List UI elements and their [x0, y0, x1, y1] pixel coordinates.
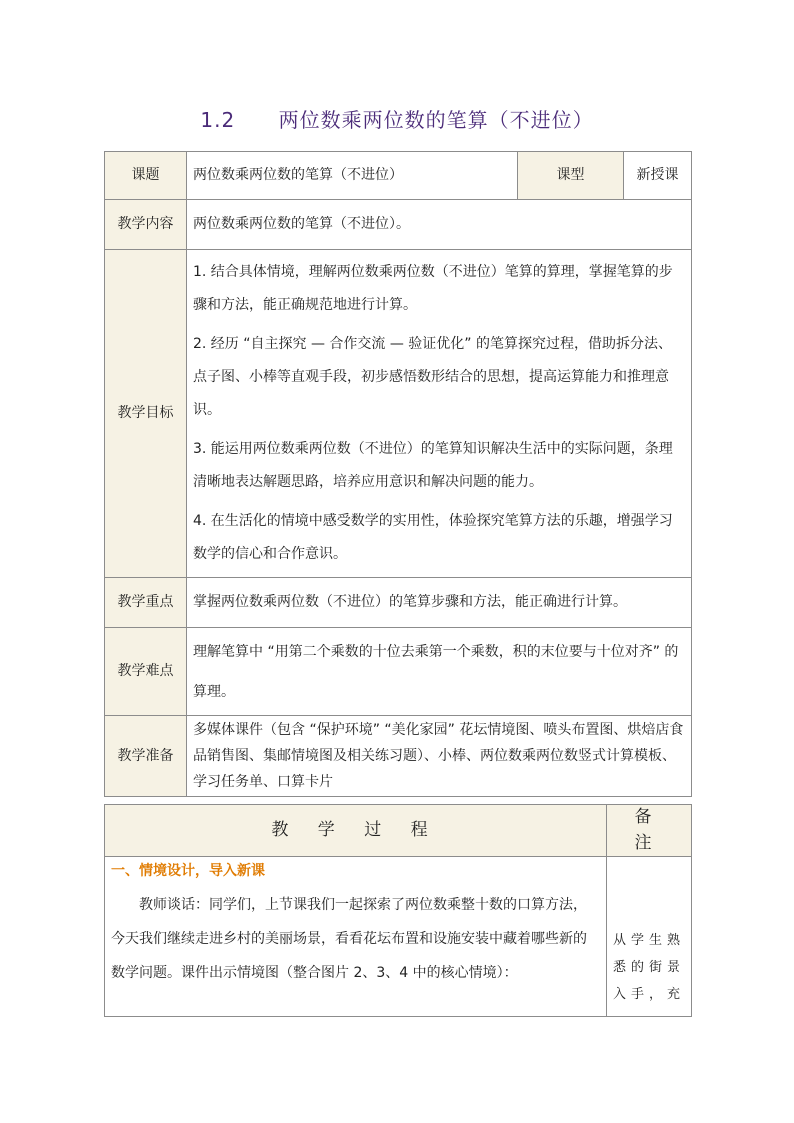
content-value: 两位数乘两位数的笔算（不进位）。	[187, 200, 692, 250]
row-key	[105, 578, 692, 628]
title-text: 两位数乘两位数的笔算（不进位）	[278, 108, 594, 132]
process-header-row	[105, 805, 692, 857]
note-cell: 从学生熟悉的街景入手，充	[607, 857, 692, 1017]
page-title	[0, 104, 794, 133]
goal-item: 4. 在生活化的情境中感受数学的实用性，体验探究笔算方法的乐趣，增强学习数学的信心和合作意识。	[193, 513, 673, 562]
topic-value: 两位数乘两位数的笔算（不进位）	[187, 152, 518, 200]
goals-label: 教学目标	[105, 250, 187, 578]
content-label: 教学内容	[105, 200, 187, 250]
goal-item: 2. 经历 “自主探究 — 合作交流 — 验证优化” 的笔算探究过程，借助拆分法、点子图、小棒等直观手段，初步感悟数形结合的思想，提高运算能力和推理意识。	[193, 336, 673, 418]
section-number: 1.2	[200, 108, 236, 132]
row-prep	[105, 716, 692, 797]
process-body-row	[105, 857, 692, 1017]
row-difficulty	[105, 628, 692, 716]
lesson-info-table	[104, 151, 692, 797]
row-content	[105, 200, 692, 250]
goal-item: 1. 结合具体情境，理解两位数乘两位数（不进位）笔算的算理，掌握笔算的步骤和方法，能正确规范地进行计算。	[193, 264, 673, 313]
section-paragraph: 教师谈话：同学们，上节课我们一起探索了两位数乘整十数的口算方法，今天我们继续走进乡村的美丽场景，看看花坛布置和设施安装中藏着哪些新的数学问题。课件出示情境图（整合图片 2、3、4 中的核心情境）：	[111, 897, 587, 981]
key-value: 掌握两位数乘两位数（不进位）的笔算步骤和方法，能正确进行计算。	[187, 578, 692, 628]
prep-label: 教学准备	[105, 716, 187, 797]
notes-header: 备 注	[607, 805, 692, 857]
type-label: 课型	[518, 152, 624, 200]
teaching-process-table	[104, 804, 692, 1017]
process-content	[105, 857, 607, 1017]
difficulty-label: 教学难点	[105, 628, 187, 716]
row-topic	[105, 152, 692, 200]
type-value: 新授课	[624, 152, 692, 200]
row-goals	[105, 250, 692, 578]
prep-value: 多媒体课件（包含 “保护环境” “美化家园” 花坛情境图、喷头布置图、烘焙店食品销售图、集邮情境图及相关练习题）、小棒、两位数乘两位数竖式计算模板、学习任务单、口算卡片	[187, 716, 692, 797]
key-label: 教学重点	[105, 578, 187, 628]
goals-list	[187, 250, 692, 578]
goal-item: 3. 能运用两位数乘两位数（不进位）的笔算知识解决生活中的实际问题，条理清晰地表达解题思路，培养应用意识和解决问题的能力。	[193, 441, 673, 490]
topic-label: 课题	[105, 152, 187, 200]
difficulty-value: 理解笔算中 “用第二个乘数的十位去乘第一个乘数，积的末位要与十位对齐” 的算理。	[187, 628, 692, 716]
section-heading: 一、情境设计，导入新课	[111, 863, 265, 879]
process-header: 教 学 过 程	[105, 805, 607, 857]
